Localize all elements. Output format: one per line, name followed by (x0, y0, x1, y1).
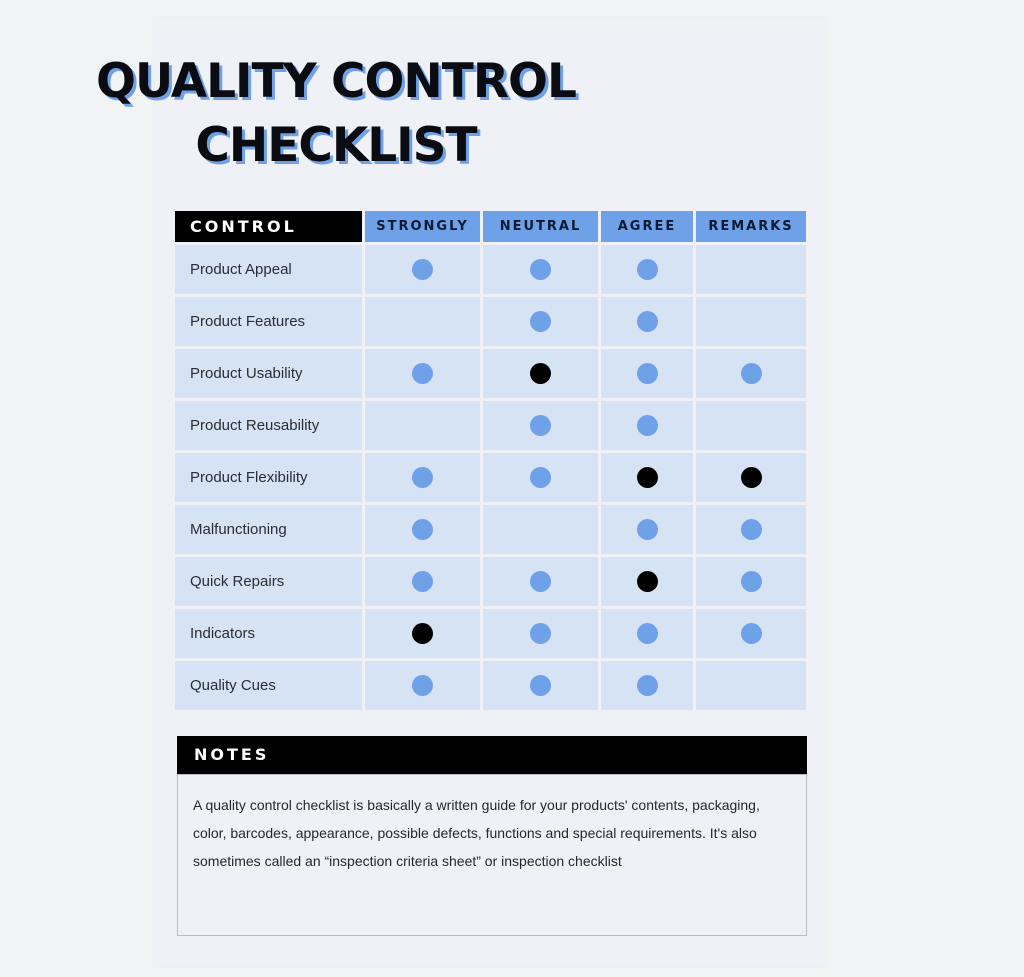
column-header-control: CONTROL (175, 211, 362, 242)
table-row (175, 297, 806, 346)
cell-remarks (696, 245, 806, 294)
cell-neutral (483, 453, 598, 502)
blue-dot-icon (741, 571, 762, 592)
cell-remarks (696, 661, 806, 710)
cell-remarks (696, 349, 806, 398)
blue-dot-icon (530, 467, 551, 488)
checklist-table (172, 208, 809, 713)
cell-neutral (483, 349, 598, 398)
cell-strongly (365, 401, 480, 450)
table-row (175, 661, 806, 710)
blue-dot-icon (637, 259, 658, 280)
table-row (175, 453, 806, 502)
blue-dot-icon (412, 675, 433, 696)
cell-strongly (365, 297, 480, 346)
blue-dot-icon (530, 623, 551, 644)
cell-agree (601, 505, 693, 554)
table-row (175, 609, 806, 658)
table-row (175, 349, 806, 398)
cell-neutral (483, 297, 598, 346)
table-header-row (175, 211, 806, 242)
cell-agree (601, 297, 693, 346)
black-dot-icon (637, 571, 658, 592)
row-label: Quick Repairs (175, 557, 362, 606)
table-row (175, 401, 806, 450)
row-label: Product Features (175, 297, 362, 346)
blue-dot-icon (530, 311, 551, 332)
cell-strongly (365, 661, 480, 710)
blue-dot-icon (412, 571, 433, 592)
black-dot-icon (530, 363, 551, 384)
cell-agree (601, 661, 693, 710)
page-title-line-1: QUALITY CONTROL (96, 54, 576, 109)
cell-remarks (696, 609, 806, 658)
cell-neutral (483, 661, 598, 710)
cell-strongly (365, 245, 480, 294)
cell-remarks (696, 505, 806, 554)
cell-agree (601, 245, 693, 294)
black-dot-icon (412, 623, 433, 644)
cell-agree (601, 557, 693, 606)
cell-agree (601, 453, 693, 502)
column-header-strongly: STRONGLY (365, 211, 480, 242)
table-row (175, 245, 806, 294)
row-label: Product Reusability (175, 401, 362, 450)
black-dot-icon (741, 467, 762, 488)
blue-dot-icon (412, 363, 433, 384)
row-label: Product Appeal (175, 245, 362, 294)
row-label: Product Usability (175, 349, 362, 398)
blue-dot-icon (637, 519, 658, 540)
cell-agree (601, 401, 693, 450)
blue-dot-icon (637, 675, 658, 696)
blue-dot-icon (637, 363, 658, 384)
blue-dot-icon (530, 571, 551, 592)
cell-neutral (483, 557, 598, 606)
row-label: Product Flexibility (175, 453, 362, 502)
page-title (0, 50, 672, 178)
cell-remarks (696, 557, 806, 606)
column-header-agree: AGREE (601, 211, 693, 242)
blue-dot-icon (412, 519, 433, 540)
row-label: Indicators (175, 609, 362, 658)
page-title-line-2: CHECKLIST (195, 118, 477, 173)
notes-text: A quality control checklist is basically a written guide for your products' contents, packaging, color, barcodes, appearance, possible defects, functions and special requirements. It's also sometimes called an “inspection criteria sheet” or inspection checklist (177, 774, 807, 936)
blue-dot-icon (412, 259, 433, 280)
blue-dot-icon (530, 675, 551, 696)
cell-remarks (696, 401, 806, 450)
table-body (175, 245, 806, 710)
cell-remarks (696, 297, 806, 346)
blue-dot-icon (637, 311, 658, 332)
cell-agree (601, 609, 693, 658)
cell-agree (601, 349, 693, 398)
cell-strongly (365, 609, 480, 658)
notes-heading: NOTES (177, 736, 807, 774)
column-header-neutral: NEUTRAL (483, 211, 598, 242)
cell-strongly (365, 453, 480, 502)
blue-dot-icon (741, 363, 762, 384)
cell-remarks (696, 453, 806, 502)
blue-dot-icon (741, 519, 762, 540)
column-header-remarks: REMARKS (696, 211, 806, 242)
blue-dot-icon (637, 415, 658, 436)
cell-strongly (365, 349, 480, 398)
table-row (175, 557, 806, 606)
cell-neutral (483, 505, 598, 554)
black-dot-icon (637, 467, 658, 488)
blue-dot-icon (530, 259, 551, 280)
row-label: Quality Cues (175, 661, 362, 710)
table-row (175, 505, 806, 554)
cell-neutral (483, 609, 598, 658)
cell-strongly (365, 505, 480, 554)
blue-dot-icon (741, 623, 762, 644)
blue-dot-icon (637, 623, 658, 644)
blue-dot-icon (412, 467, 433, 488)
cell-neutral (483, 401, 598, 450)
row-label: Malfunctioning (175, 505, 362, 554)
cell-strongly (365, 557, 480, 606)
blue-dot-icon (530, 415, 551, 436)
cell-neutral (483, 245, 598, 294)
